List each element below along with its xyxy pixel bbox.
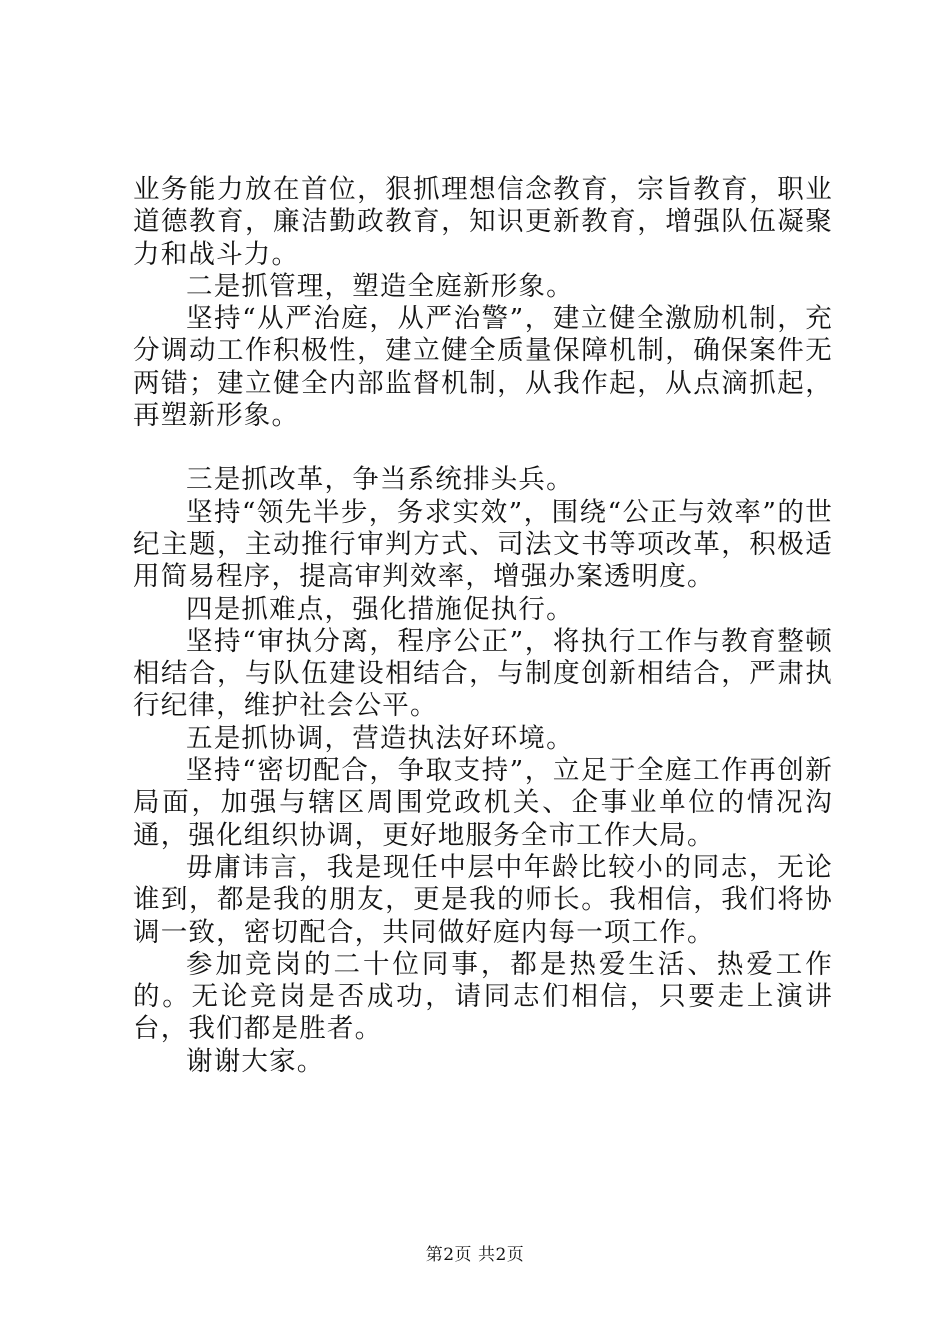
section-heading-management: 二是抓管理，塑造全庭新形象。 xyxy=(186,270,574,302)
paragraph-reform: 坚持“领先半步，务求实效”，围绕“公正与效率”的世纪主题，主动推行审判方式、司法文书等项改革，积极适用简易程序，提高审判效率，增强办案透明度。 xyxy=(133,496,833,593)
section-heading-difficulties: 四是抓难点，强化措施促执行。 xyxy=(186,593,574,625)
page-footer: 第2页 共2页 xyxy=(425,1245,525,1265)
document-body xyxy=(133,174,833,1078)
paragraph-coordination: 坚持“密切配合，争取支持”，立足于全庭工作再创新局面，加强与辖区周围党政机关、企事业单位的情况沟通，强化组织协调，更好地服务全市工作大局。 xyxy=(133,755,833,851)
paragraph-difficulties: 坚持“审执分离，程序公正”，将执行工作与教育整顿相结合，与队伍建设相结合，与制度创新相结合，严肃执行纪律，维护社会公平。 xyxy=(133,625,833,722)
section-heading-reform: 三是抓改革，争当系统排头兵。 xyxy=(186,464,574,496)
section-heading-coordination: 五是抓协调，营造执法好环境。 xyxy=(186,722,574,754)
paragraph-colleagues: 毋庸讳言，我是现任中层中年龄比较小的同志，无论谁到，都是我的朋友，更是我的师长。我相信，我们将协调一致，密切配合，共同做好庭内每一项工作。 xyxy=(133,851,833,948)
paragraph-management: 坚持“从严治庭，从严治警”，建立健全激励机制，充分调动工作积极性，建立健全质量保障机制，确保案件无两错；建立健全内部监督机制，从我作起，从点滴抓起，再塑新形象。 xyxy=(133,303,833,432)
paragraph-continuation: 业务能力放在首位，狠抓理想信念教育，宗旨教育，职业道德教育，廉洁勤政教育，知识更新教育，增强队伍凝聚力和战斗力。 xyxy=(133,174,833,270)
paragraph-thanks: 谢谢大家。 xyxy=(186,1045,325,1077)
paragraph-competition: 参加竞岗的二十位同事，都是热爱生活、热爱工作的。无论竞岗是否成功，请同志们相信，只要走上演讲台，我们都是胜者。 xyxy=(133,948,833,1045)
